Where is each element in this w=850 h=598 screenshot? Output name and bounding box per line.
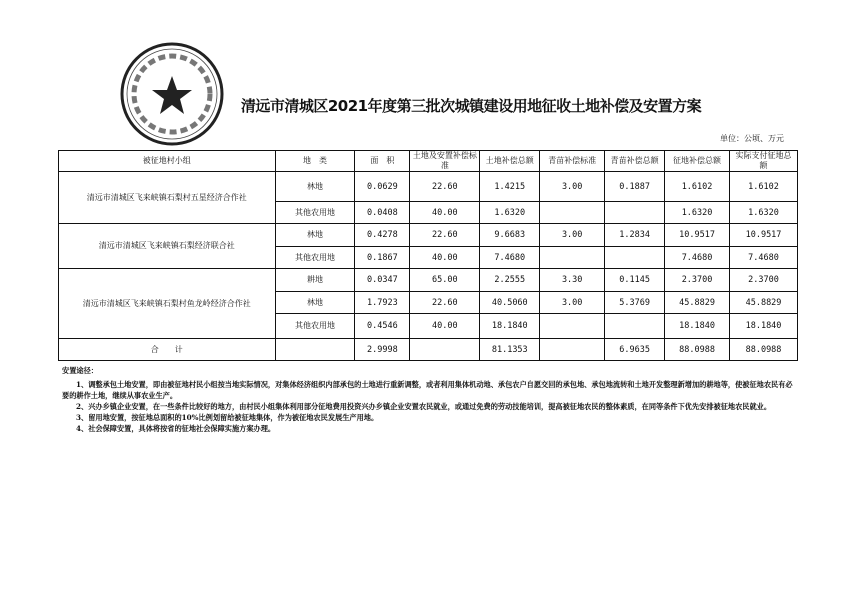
table-cell: 7.4680 (480, 247, 540, 269)
table-cell: 45.8829 (730, 292, 798, 314)
table-cell: 林地 (275, 172, 355, 202)
compensation-table (58, 150, 798, 361)
table-cell: 1.2834 (605, 224, 665, 247)
table-cell: 3.30 (540, 269, 605, 292)
total-cell (540, 339, 605, 361)
table-cell: 22.60 (410, 172, 480, 202)
table-cell: 40.00 (410, 247, 480, 269)
table-cell: 1.6102 (730, 172, 798, 202)
table-cell: 林地 (275, 224, 355, 247)
note-item: 2、兴办乡镇企业安置，在一些条件比较好的地方，由村民小组集体利用部分征地费用投资兴办乡镇企业安置农民就业，或通过免费的劳动技能培训，提高被征地农民的整体素质，在同等条件下优先安排被征地农民就业。 (76, 402, 772, 411)
resettlement-notes (62, 365, 797, 434)
content-flow (58, 150, 798, 434)
total-row (59, 339, 798, 361)
village-group-cell: 清远市清城区飞来峡镇石梨村鱼龙岭经济合作社 (59, 269, 276, 339)
header-cell: 面 积 (355, 151, 410, 172)
header-cell: 实际支付征地总额 (730, 151, 798, 172)
table-cell: 18.1840 (665, 314, 730, 339)
header-cell: 地 类 (275, 151, 355, 172)
table-cell: 其他农用地 (275, 202, 355, 224)
table-cell: 0.0629 (355, 172, 410, 202)
table-cell: 7.4680 (665, 247, 730, 269)
table-cell: 65.00 (410, 269, 480, 292)
table-cell (540, 202, 605, 224)
table-row (59, 224, 798, 247)
table-cell: 2.3700 (730, 269, 798, 292)
table-cell (605, 314, 665, 339)
table-cell: 3.00 (540, 224, 605, 247)
table-header-row (59, 151, 798, 172)
note-item: 3、留用地安置，按征地总面积的10%比例划留给被征地集体，作为被征地农民发展生产用地。 (76, 413, 379, 422)
table-cell: 18.1840 (730, 314, 798, 339)
table-cell: 2.2555 (480, 269, 540, 292)
table-cell: 0.1867 (355, 247, 410, 269)
table-cell: 1.6102 (665, 172, 730, 202)
table-cell: 0.0408 (355, 202, 410, 224)
total-cell: 88.0988 (665, 339, 730, 361)
table-cell: 0.4546 (355, 314, 410, 339)
table-cell: 22.60 (410, 292, 480, 314)
total-cell (410, 339, 480, 361)
total-cell: 6.9635 (605, 339, 665, 361)
header-cell: 青苗补偿标准 (540, 151, 605, 172)
table-cell: 5.3769 (605, 292, 665, 314)
header-cell: 土地及安置补偿标准 (410, 151, 480, 172)
table-cell: 其他农用地 (275, 314, 355, 339)
table-cell: 1.7923 (355, 292, 410, 314)
village-group-cell: 清远市清城区飞来峡镇石梨经济联合社 (59, 224, 276, 269)
unit-label: 单位：公顷、万元 (720, 134, 784, 143)
table-cell: 0.1887 (605, 172, 665, 202)
table-cell: 40.00 (410, 202, 480, 224)
total-cell: 88.0988 (730, 339, 798, 361)
table-cell: 3.00 (540, 292, 605, 314)
note-item: 4、社会保障安置，具体将按省的征地社会保障实施方案办理。 (76, 424, 276, 433)
table-cell (540, 247, 605, 269)
table-cell: 40.00 (410, 314, 480, 339)
table-cell: 0.4278 (355, 224, 410, 247)
table-cell: 0.1145 (605, 269, 665, 292)
table-cell (605, 202, 665, 224)
total-cell: 81.1353 (480, 339, 540, 361)
table-cell: 10.9517 (730, 224, 798, 247)
table-cell: 3.00 (540, 172, 605, 202)
table-cell: 林地 (275, 292, 355, 314)
table-cell: 1.6320 (480, 202, 540, 224)
total-cell (275, 339, 355, 361)
table-cell: 1.6320 (665, 202, 730, 224)
village-group-cell: 清远市清城区飞来峡镇石梨村五星经济合作社 (59, 172, 276, 224)
table-cell: 9.6683 (480, 224, 540, 247)
table-cell (605, 247, 665, 269)
table-cell: 1.4215 (480, 172, 540, 202)
table-cell: 10.9517 (665, 224, 730, 247)
table-row (59, 269, 798, 292)
table-row (59, 172, 798, 202)
total-cell: 合 计 (59, 339, 276, 361)
table-cell: 耕地 (275, 269, 355, 292)
header-cell: 被征地村小组 (59, 151, 276, 172)
table-cell: 22.60 (410, 224, 480, 247)
total-cell: 2.9998 (355, 339, 410, 361)
table-cell: 2.3700 (665, 269, 730, 292)
table-cell: 18.1840 (480, 314, 540, 339)
table-cell: 其他农用地 (275, 247, 355, 269)
table-cell (540, 314, 605, 339)
table-cell: 1.6320 (730, 202, 798, 224)
notes-heading: 安置途径： (62, 366, 98, 375)
note-item: 1、调整承包土地安置，即由被征地村民小组按当地实际情况，对集体经济组织内部承包的土地进行重新调整，或者利用集体机动地、承包农户自愿交回的承包地、承包地流转和土地开发整理新增加的耕地等，使被征地农民有必要的耕作土地，继续从事农业生产。 (62, 380, 793, 400)
document-title: 清远市清城区2021年度第三批次城镇建设用地征收土地补偿及安置方案 (240, 97, 702, 115)
official-seal-stamp (112, 40, 232, 148)
header-cell: 征地补偿总额 (665, 151, 730, 172)
table-cell: 40.5060 (480, 292, 540, 314)
table-cell: 0.0347 (355, 269, 410, 292)
table-cell: 7.4680 (730, 247, 798, 269)
header-cell: 青苗补偿总额 (605, 151, 665, 172)
header-cell: 土地补偿总额 (480, 151, 540, 172)
table-cell: 45.8829 (665, 292, 730, 314)
